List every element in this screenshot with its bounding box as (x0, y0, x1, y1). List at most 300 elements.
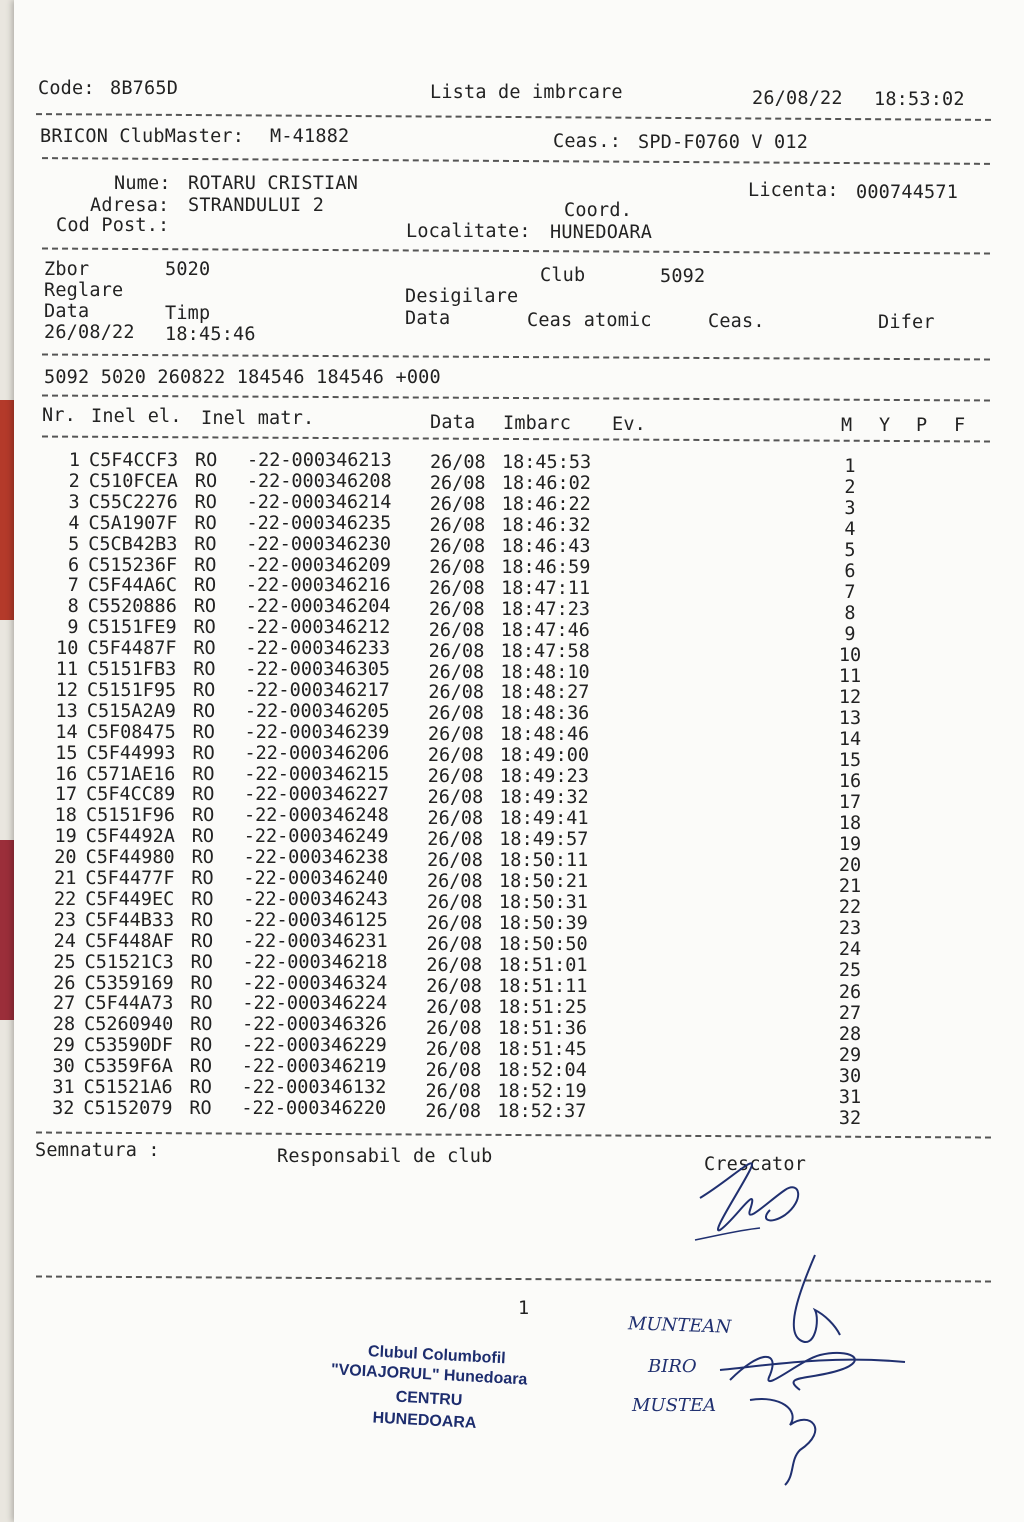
ring-number: -22-000346227 (244, 784, 389, 806)
country-code: RO (190, 1014, 213, 1036)
sequence-m: 8 (844, 603, 856, 625)
electronic-ring: C5F44B33 (85, 909, 175, 931)
electronic-ring: C5151FE9 (87, 617, 177, 639)
row-number: 20 (54, 847, 77, 869)
desigilare-date-label: Data (405, 308, 451, 329)
document-title: Lista de imbrcare (430, 82, 623, 103)
table-row (0, 638, 1024, 667)
handwritten-name-2: BIRO (648, 1356, 697, 1377)
locality-value: HUNEDOARA (550, 222, 653, 243)
electronic-ring: C5F4487F (87, 638, 177, 660)
country-code: RO (191, 826, 215, 848)
address-value: STRANDULUI 2 (188, 195, 325, 216)
club-value: 5092 (660, 266, 706, 287)
country-code: RO (194, 470, 218, 492)
sequence-m: 3 (844, 498, 856, 520)
sequence-m: 11 (838, 666, 862, 688)
electronic-ring: C510FCEA (88, 470, 178, 492)
ring-number: -22-000346125 (243, 909, 388, 931)
arrival-date: 26/08 (429, 535, 486, 557)
electronic-ring: C571AE16 (86, 763, 176, 785)
electronic-ring: C51521A6 (83, 1077, 173, 1098)
country-code: RO (191, 847, 214, 869)
row-number: 3 (68, 491, 80, 513)
ring-number: -22-000346132 (241, 1077, 387, 1098)
arrival-date: 26/08 (427, 850, 483, 872)
table-row (0, 847, 1024, 877)
stamp-line-4: HUNEDOARA (372, 1409, 477, 1432)
sequence-m: 15 (838, 750, 862, 772)
electronic-ring: C5F08475 (86, 721, 176, 743)
arrival-time: 18:49:00 (499, 745, 589, 767)
electronic-ring: C5359F6A (83, 1056, 173, 1078)
sequence-m: 23 (838, 918, 862, 940)
country-code: RO (190, 972, 213, 994)
table-row (0, 930, 1024, 961)
arrival-date: 26/08 (427, 829, 483, 851)
sequence-m: 17 (838, 792, 862, 814)
country-code: RO (193, 638, 216, 660)
reglare-date: 26/08/22 (44, 322, 135, 343)
stamp-line-2: "VOIAJORUL" Hunedoara (330, 1361, 528, 1389)
sequence-m: 27 (838, 1002, 862, 1024)
country-code: RO (193, 659, 216, 680)
stamp-line-1: Clubul Columbofil (367, 1343, 507, 1368)
table-row (0, 470, 1024, 498)
arrival-time: 18:49:32 (499, 787, 589, 809)
club-stamp (328, 1339, 553, 1445)
arrival-time: 18:47:58 (500, 640, 590, 662)
country-code: RO (192, 742, 215, 764)
electronic-ring: C5F4CCF3 (89, 450, 179, 471)
ring-number: -22-000346326 (242, 1014, 387, 1036)
ring-number: -22-000346238 (243, 847, 389, 869)
ring-number: -22-000346215 (244, 763, 390, 785)
arrival-time: 18:49:41 (499, 808, 589, 830)
ring-number: -22-000346240 (243, 868, 389, 889)
table-row (0, 700, 1024, 730)
arrival-time: 18:52:19 (497, 1080, 587, 1102)
ring-number: -22-000346208 (246, 470, 392, 492)
electronic-ring: C5F448AF (84, 930, 174, 952)
arrival-time: 18:49:57 (499, 829, 589, 851)
sequence-m: 14 (838, 729, 862, 751)
arrival-time: 18:48:46 (500, 724, 590, 746)
col-p: P (916, 415, 928, 436)
ring-number: -22-000346214 (246, 491, 392, 513)
electronic-ring: C5A1907F (88, 512, 178, 534)
electronic-ring: C5F4477F (85, 868, 175, 889)
arrival-date: 26/08 (428, 619, 485, 641)
arrival-time: 18:47:11 (501, 577, 591, 599)
electronic-ring: C5F44A6C (87, 575, 178, 597)
country-code: RO (192, 700, 216, 722)
sequence-m: 13 (838, 708, 862, 730)
page-number: 1 (518, 1298, 530, 1319)
row-number: 22 (53, 888, 77, 910)
col-inel-el: Inel el. (91, 406, 182, 427)
electronic-ring: C5151F95 (87, 679, 177, 701)
country-code: RO (191, 909, 214, 931)
breeder-signature (690, 1140, 820, 1250)
electronic-ring: C515236F (88, 554, 178, 576)
row-number: 17 (54, 784, 78, 806)
table-row (0, 533, 1024, 562)
arrival-time: 18:52:04 (497, 1059, 587, 1081)
table-row (0, 826, 1024, 856)
table-row (0, 972, 1024, 1003)
col-nr: Nr. (42, 405, 77, 426)
sequence-m: 9 (844, 624, 856, 646)
arrival-date: 26/08 (425, 1038, 482, 1060)
arrival-date: 26/08 (428, 682, 485, 704)
ring-number: -22-000346233 (245, 638, 391, 660)
ring-number: -22-000346239 (244, 721, 390, 743)
row-number: 10 (56, 638, 79, 660)
row-number: 32 (52, 1097, 75, 1119)
country-code: RO (194, 491, 217, 513)
sequence-m: 2 (844, 477, 856, 498)
row-number: 23 (53, 909, 77, 931)
row-number: 25 (53, 951, 76, 973)
reglare-time: 18:45:46 (165, 324, 256, 345)
arrival-time: 18:46:43 (501, 535, 591, 557)
arrival-date: 26/08 (429, 472, 486, 494)
country-code: RO (194, 512, 217, 534)
table-row (0, 742, 1024, 772)
arrival-date: 26/08 (429, 514, 486, 536)
row-number: 8 (67, 596, 79, 618)
sequence-m: 19 (838, 834, 862, 856)
license-label: Licenta: (748, 180, 839, 201)
ring-number: -22-000346206 (244, 742, 390, 764)
sequence-m: 12 (838, 687, 862, 709)
row-number: 13 (55, 700, 78, 722)
table-row (0, 868, 1024, 898)
arrival-date: 26/08 (426, 933, 483, 955)
ring-number: -22-000346205 (244, 700, 390, 722)
name-value: ROTARU CRISTIAN (188, 173, 359, 194)
row-number: 1 (68, 450, 80, 471)
row-number: 15 (55, 742, 78, 764)
breeder-label: Crescator (704, 1154, 807, 1175)
table-row (0, 721, 1024, 751)
row-number: 30 (52, 1056, 75, 1078)
country-code: RO (193, 679, 216, 701)
col-imbarc: Imbarc (503, 413, 572, 434)
sequence-m: 18 (838, 813, 862, 835)
arrival-time: 18:50:11 (499, 850, 589, 872)
sequence-m: 30 (838, 1065, 862, 1087)
table-row (0, 554, 1024, 583)
country-code: RO (190, 993, 213, 1015)
table-row (0, 805, 1024, 835)
arrival-time: 18:51:11 (498, 975, 588, 997)
sequence-m: 22 (838, 897, 862, 919)
electronic-ring: C5CB42B3 (88, 533, 178, 555)
electronic-ring: C5F44A73 (84, 993, 174, 1015)
table-row (0, 491, 1024, 520)
handwritten-name-3: MUSTEA (632, 1395, 717, 1416)
club-responsible-label: Responsabil de club (277, 1146, 493, 1167)
arrival-time: 18:48:36 (500, 703, 590, 725)
arrival-time: 18:47:46 (500, 619, 590, 641)
country-code: RO (195, 450, 218, 471)
arrival-date: 26/08 (429, 577, 485, 599)
ring-number: -22-000346224 (242, 993, 388, 1015)
arrival-date: 26/08 (429, 556, 485, 578)
country-code: RO (190, 951, 213, 973)
reglare-time-label: Timp (165, 303, 211, 324)
arrival-date: 26/08 (429, 493, 486, 515)
row-number: 19 (54, 826, 77, 848)
arrival-time: 18:46:59 (501, 556, 591, 578)
arrival-date: 26/08 (428, 724, 484, 746)
arrival-date: 26/08 (426, 996, 482, 1018)
ring-number: -22-000346248 (243, 805, 389, 827)
flight-value: 5020 (165, 259, 211, 280)
col-f: F (954, 415, 966, 436)
table-row (0, 951, 1024, 982)
sequence-m: 28 (838, 1023, 862, 1045)
country-code: RO (191, 805, 215, 827)
row-number: 26 (53, 972, 76, 994)
arrival-time: 18:51:25 (498, 996, 588, 1018)
postcode-label: Cod Post.: (56, 215, 170, 236)
country-code: RO (189, 1097, 212, 1119)
sequence-m: 25 (838, 960, 862, 982)
row-number: 6 (67, 554, 80, 576)
arrival-date: 26/08 (428, 661, 485, 683)
ring-number: -22-000346231 (242, 930, 388, 952)
arrival-date: 26/08 (428, 598, 485, 620)
row-number: 27 (53, 993, 76, 1015)
official-signatures (690, 1250, 920, 1490)
sequence-m: 31 (838, 1086, 862, 1108)
reglare-label: Reglare (44, 280, 124, 301)
row-number: 12 (55, 679, 79, 701)
club-label: Club (540, 265, 586, 286)
electronic-ring: C5520886 (87, 596, 177, 618)
electronic-ring: C55C2276 (88, 491, 178, 513)
ring-number: -22-000346209 (246, 554, 391, 576)
arrival-time: 18:45:53 (502, 452, 592, 473)
arrival-date: 26/08 (425, 1080, 482, 1102)
arrival-time: 18:51:01 (498, 954, 588, 976)
arrival-time: 18:52:37 (497, 1101, 587, 1123)
country-code: RO (191, 868, 214, 889)
arrival-date: 26/08 (430, 452, 486, 473)
ring-number: -22-000346230 (246, 533, 392, 555)
ring-number: -22-000346229 (241, 1035, 387, 1057)
table-row (0, 617, 1024, 646)
sequence-m: 21 (838, 876, 862, 898)
coord-label: Coord. (564, 200, 633, 221)
sequence-m: 26 (838, 981, 862, 1003)
arrival-time: 18:51:45 (497, 1038, 587, 1060)
country-code: RO (192, 721, 215, 743)
ring-number: -22-000346235 (246, 512, 392, 534)
row-number: 9 (67, 617, 79, 639)
ring-number: -22-000346213 (247, 450, 392, 471)
row-number: 5 (68, 533, 80, 555)
ring-number: -22-000346220 (241, 1097, 387, 1119)
row-number: 7 (67, 575, 79, 597)
sequence-m: 1 (844, 456, 856, 477)
electronic-ring: C5359169 (84, 972, 174, 994)
arrival-time: 18:50:50 (498, 933, 588, 955)
arrival-date: 26/08 (426, 912, 483, 934)
sequence-m: 4 (844, 519, 856, 541)
code-line: 5092 5020 260822 184546 184546 +000 (44, 367, 441, 388)
sequence-m: 7 (844, 582, 856, 604)
arrival-time: 18:49:23 (499, 766, 589, 788)
col-y: Y (879, 415, 891, 436)
arrival-time: 18:50:31 (498, 891, 588, 913)
license-value: 000744571 (856, 182, 959, 203)
electronic-ring: C515A2A9 (86, 700, 176, 722)
ring-number: -22-000346212 (245, 617, 391, 639)
ring-number: -22-000346324 (242, 972, 388, 994)
arrival-time: 18:46:22 (501, 493, 591, 515)
sequence-m: 32 (838, 1107, 862, 1129)
signature-label: Semnatura : (35, 1140, 160, 1161)
row-number: 4 (68, 512, 80, 534)
clubmaster-label: BRICON ClubMaster: (40, 126, 245, 147)
row-number: 28 (52, 1014, 76, 1036)
country-code: RO (189, 1035, 213, 1057)
col-ev: Ev. (612, 414, 647, 435)
clock-label: Ceas.: (553, 131, 622, 152)
reglare-date-label: Data (44, 301, 90, 322)
row-number: 18 (54, 805, 77, 827)
electronic-ring: C53590DF (83, 1035, 174, 1057)
electronic-ring: C5F4492A (85, 826, 175, 848)
table-row (0, 679, 1024, 709)
row-number: 16 (55, 763, 78, 785)
sequence-m: 5 (844, 540, 856, 562)
arrival-time: 18:46:02 (501, 472, 591, 494)
electronic-ring: C5F449EC (85, 888, 175, 910)
handwritten-name-1: MUNTEAN (627, 1313, 732, 1338)
country-code: RO (193, 596, 217, 618)
table-row (0, 659, 1024, 688)
electronic-ring: C5F44980 (85, 847, 175, 869)
country-code: RO (193, 575, 217, 597)
country-code: RO (193, 617, 216, 639)
arrival-time: 18:48:10 (500, 661, 590, 683)
arrival-date: 26/08 (427, 745, 484, 767)
country-code: RO (194, 554, 217, 576)
electronic-ring: C5F4CC89 (86, 784, 176, 806)
arrival-time: 18:46:32 (501, 514, 591, 536)
sequence-m: 29 (838, 1044, 862, 1066)
clubmaster-value: M-41882 (270, 126, 350, 147)
electronic-ring: C5F44993 (86, 742, 176, 764)
electronic-ring: C5260940 (84, 1014, 174, 1036)
table-row (0, 596, 1024, 625)
clock-col-label: Ceas. (708, 311, 765, 332)
col-data: Data (430, 412, 476, 433)
row-number: 14 (55, 721, 78, 743)
arrival-date: 26/08 (427, 808, 484, 830)
arrival-date: 26/08 (427, 871, 483, 892)
arrival-date: 26/08 (426, 975, 482, 997)
locality-label: Localitate: (406, 221, 531, 242)
ring-number: -22-000346249 (243, 826, 389, 848)
table-row (0, 450, 1024, 477)
ring-number: -22-000346218 (242, 951, 388, 973)
sequence-m: 24 (838, 939, 862, 961)
print-time: 18:53:02 (874, 89, 965, 110)
arrival-time: 18:50:21 (499, 871, 589, 892)
country-code: RO (189, 1056, 213, 1078)
arrival-time: 18:47:23 (500, 598, 591, 620)
ring-number: -22-000346217 (245, 679, 390, 701)
electronic-ring: C5152079 (83, 1097, 173, 1119)
electronic-ring: C5151F96 (85, 805, 176, 827)
table-row (0, 784, 1024, 814)
clock-value: SPD-F0760 V 012 (638, 132, 809, 153)
sequence-m: 16 (838, 771, 862, 793)
ring-number: -22-000346219 (241, 1056, 387, 1078)
row-number: 11 (55, 659, 79, 680)
country-code: RO (191, 888, 214, 910)
row-number: 2 (68, 470, 80, 492)
code-value: 8B765D (110, 78, 179, 99)
table-row (0, 909, 1024, 940)
arrival-date: 26/08 (425, 1059, 482, 1081)
sequence-m: 20 (838, 855, 862, 877)
country-code: RO (192, 763, 215, 785)
row-number: 29 (52, 1035, 75, 1057)
difference-label: Difer (878, 312, 935, 333)
print-date: 26/08/22 (752, 88, 843, 109)
country-code: RO (192, 784, 215, 806)
table-row (0, 993, 1024, 1024)
sequence-m: 6 (844, 561, 856, 583)
arrival-date: 26/08 (428, 640, 485, 662)
table-row (0, 1056, 1024, 1087)
col-inel-matr: Inel matr. (201, 408, 315, 429)
country-code: RO (194, 533, 217, 555)
arrival-time: 18:51:36 (497, 1017, 588, 1039)
arrival-time: 18:48:27 (500, 682, 590, 704)
country-code: RO (189, 1077, 212, 1098)
ring-number: -22-000346204 (245, 596, 391, 618)
table-row (0, 1014, 1024, 1045)
arrival-date: 26/08 (426, 891, 483, 913)
electronic-ring: C51521C3 (84, 951, 174, 973)
country-code: RO (190, 930, 214, 952)
table-row (0, 888, 1024, 919)
name-label: Nume: (114, 173, 171, 194)
arrival-date: 26/08 (427, 787, 484, 809)
col-m: M (841, 415, 853, 436)
arrival-date: 26/08 (427, 766, 484, 788)
ring-number: -22-000346243 (243, 888, 389, 910)
address-label: Adresa: (90, 195, 170, 216)
electronic-ring: C5151FB3 (87, 659, 177, 680)
code-label: Code: (38, 78, 95, 99)
arrival-date: 26/08 (428, 703, 484, 725)
ring-number: -22-000346305 (245, 659, 390, 680)
arrival-time: 18:50:39 (498, 912, 588, 934)
table-row (0, 1035, 1024, 1066)
ring-number: -22-000346216 (245, 575, 391, 597)
arrival-date: 26/08 (426, 954, 483, 976)
stamp-line-3: CENTRU (395, 1388, 463, 1410)
